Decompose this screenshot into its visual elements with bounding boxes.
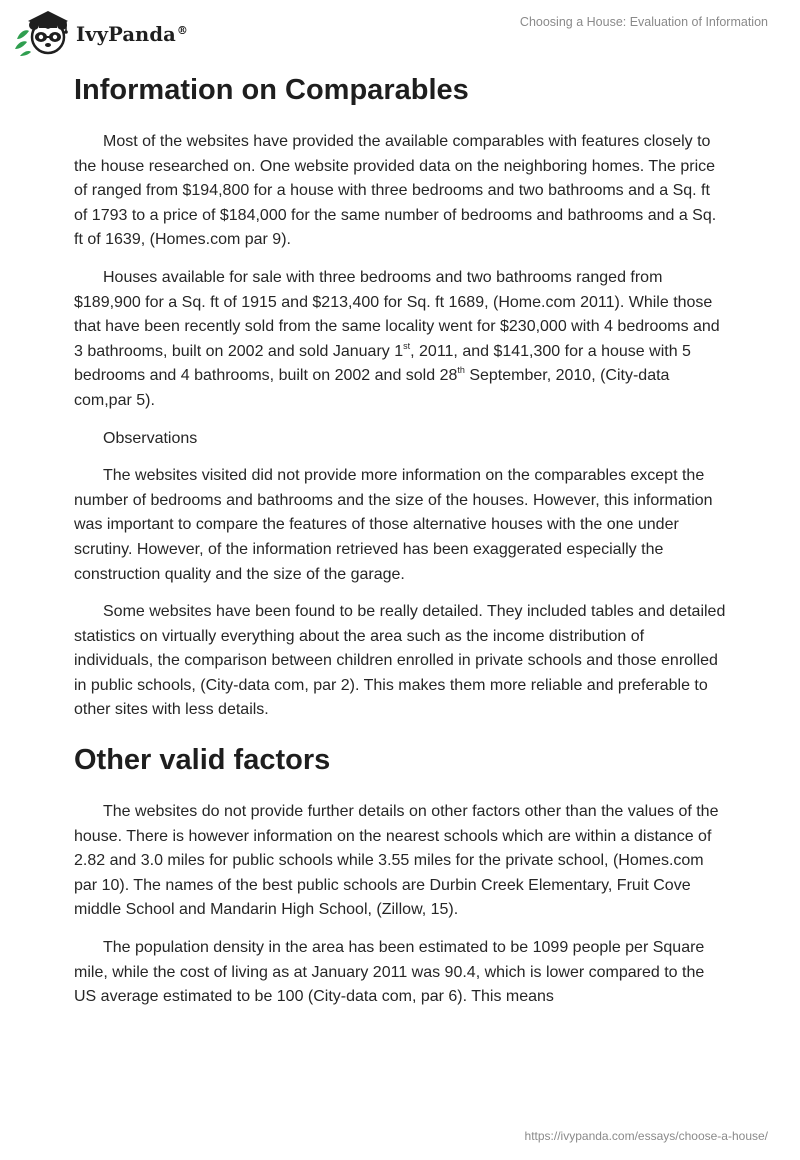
subheading-observations: Observations <box>103 429 198 447</box>
panda-graduate-icon <box>14 9 72 57</box>
ivypanda-logo[interactable] <box>14 9 188 57</box>
section-heading-other-factors: Other valid factors <box>74 744 331 777</box>
essay-body <box>74 72 726 1023</box>
running-title: Choosing a House: Evaluation of Information <box>519 15 768 29</box>
registered-mark: ® <box>176 23 188 37</box>
paragraph: Some websites have been found to be really detailed. They included tables and detailed statistics on virtually everything about the area such as the income distribution of individuals, the comparison between children enrolled in private schools and those enrolled in public schools, (City-data com, par 2). This makes them more reliable and preferable to other sites with less details. <box>74 603 726 719</box>
paragraph: Houses available for sale with three bedrooms and two bathrooms ranged from $189,900 for a Sq. ft of 1915 and $213,400 for Sq. ft 1689, (Home.com 2011). While those that have been recently sold from the same locality went for $230,000 with 4 bedrooms and 3 bathrooms, built on 2002 and sold January 1st, 2011, and $141,300 for a house with 5 bedrooms and 4 bathrooms, built on 2002 and sold 28th September, 2010, (City-data com,par 5). <box>74 268 720 409</box>
section-heading-comparables: Information on Comparables <box>74 74 469 106</box>
page-header <box>0 0 800 60</box>
paragraph: The population density in the area has been estimated to be 1099 people per Square mile, while the cost of living as at January 2011 was 90.4, which is lower compared to the US average estimated to be 100 (City-data com, par 6). This means <box>74 939 705 1006</box>
paragraph: Most of the websites have provided the available comparables with features closely to the house researched on. One website provided data on the neighboring homes. The price of ranged from $194,800 for a house with three bedrooms and two bathrooms and a Sq. ft of 1793 to a price of $184,000 for the same number of bedrooms and bathrooms and a Sq. ft of 1639, (Homes.com par 9). <box>74 133 717 249</box>
paragraph: The websites visited did not provide more information on the comparables except the number of bedrooms and bathrooms and the size of the houses. However, this information was important to compare the features of those alternative houses with the one under scrutiny. However, of the information retrieved has been exaggerated especially the construction quality and the size of the garage. <box>74 467 713 583</box>
brand-name: IvyPanda® <box>76 22 188 46</box>
source-url[interactable]: https://ivypanda.com/essays/choose-a-house/ <box>524 1129 768 1143</box>
paragraph: The websites do not provide further details on other factors other than the values of the house. There is however information on the nearest schools which are within a distance of 2.82 and 3.0 miles for public schools while 3.55 miles for the private school, (Homes.com par 10). The names of the best public schools are Durbin Creek Elementary, Fruit Cove middle School and Mandarin High School, (Zillow, 15). <box>74 803 719 919</box>
